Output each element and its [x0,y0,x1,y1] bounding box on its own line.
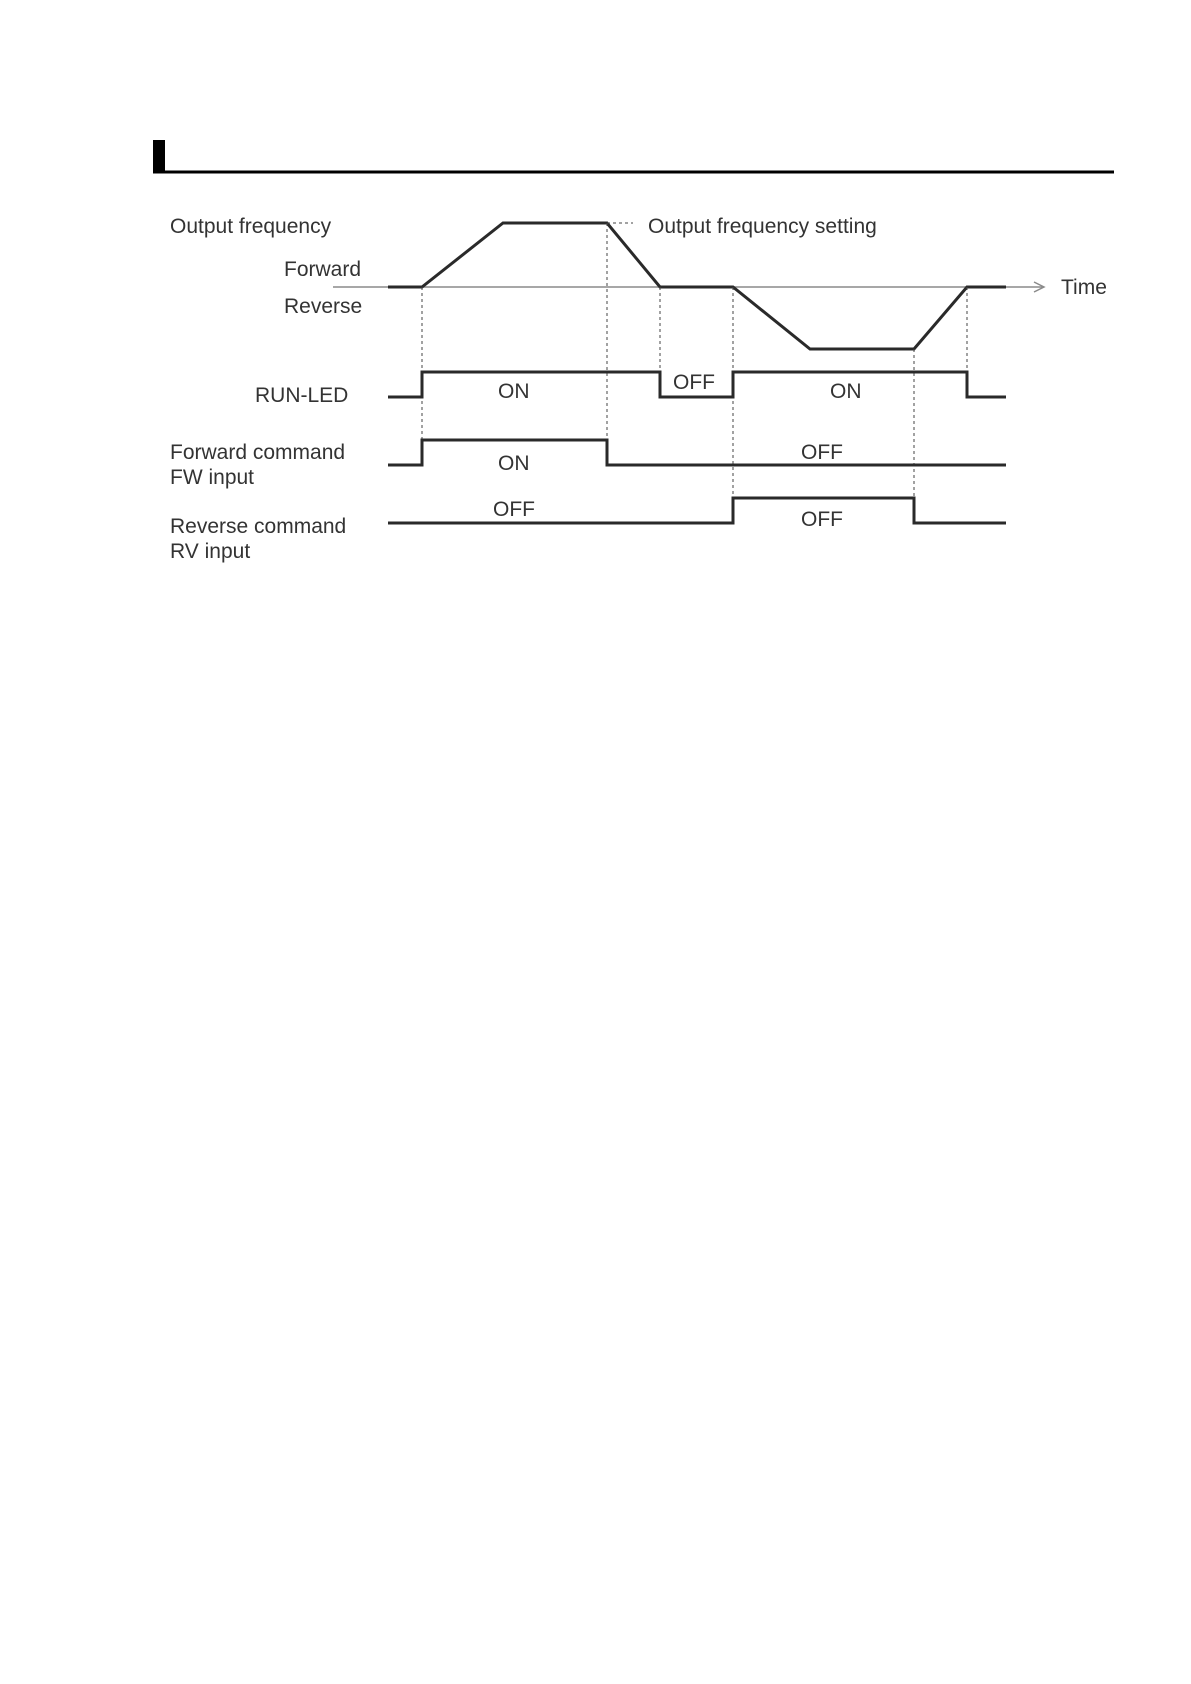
forward-label: Forward [284,258,362,281]
output-frequency-setting-label: Output frequency setting [648,215,877,238]
run-led-state-1: ON [498,380,530,403]
rv-input-label: RV input [170,540,251,563]
reverse-command-label: Reverse command [170,515,347,538]
reverse-label: Reverse [284,295,363,318]
fw-input-label: FW input [170,466,255,489]
forward-command-signal [388,440,1006,465]
reverse-command-signal [388,498,1006,523]
time-axis-label: Time [1061,276,1107,299]
run-led-state-3: ON [830,380,862,403]
forward-command-state-1: ON [498,452,530,475]
run-led-state-2: OFF [673,371,715,394]
reverse-command-state-1: OFF [493,498,535,521]
forward-command-state-2: OFF [801,441,843,464]
reverse-command-state-2: OFF [801,508,843,531]
output-frequency-label: Output frequency [170,215,332,238]
run-led-label: RUN-LED [255,384,349,407]
section-marker [153,140,165,173]
output-frequency-waveform [388,223,1006,349]
forward-command-label: Forward command [170,441,346,464]
